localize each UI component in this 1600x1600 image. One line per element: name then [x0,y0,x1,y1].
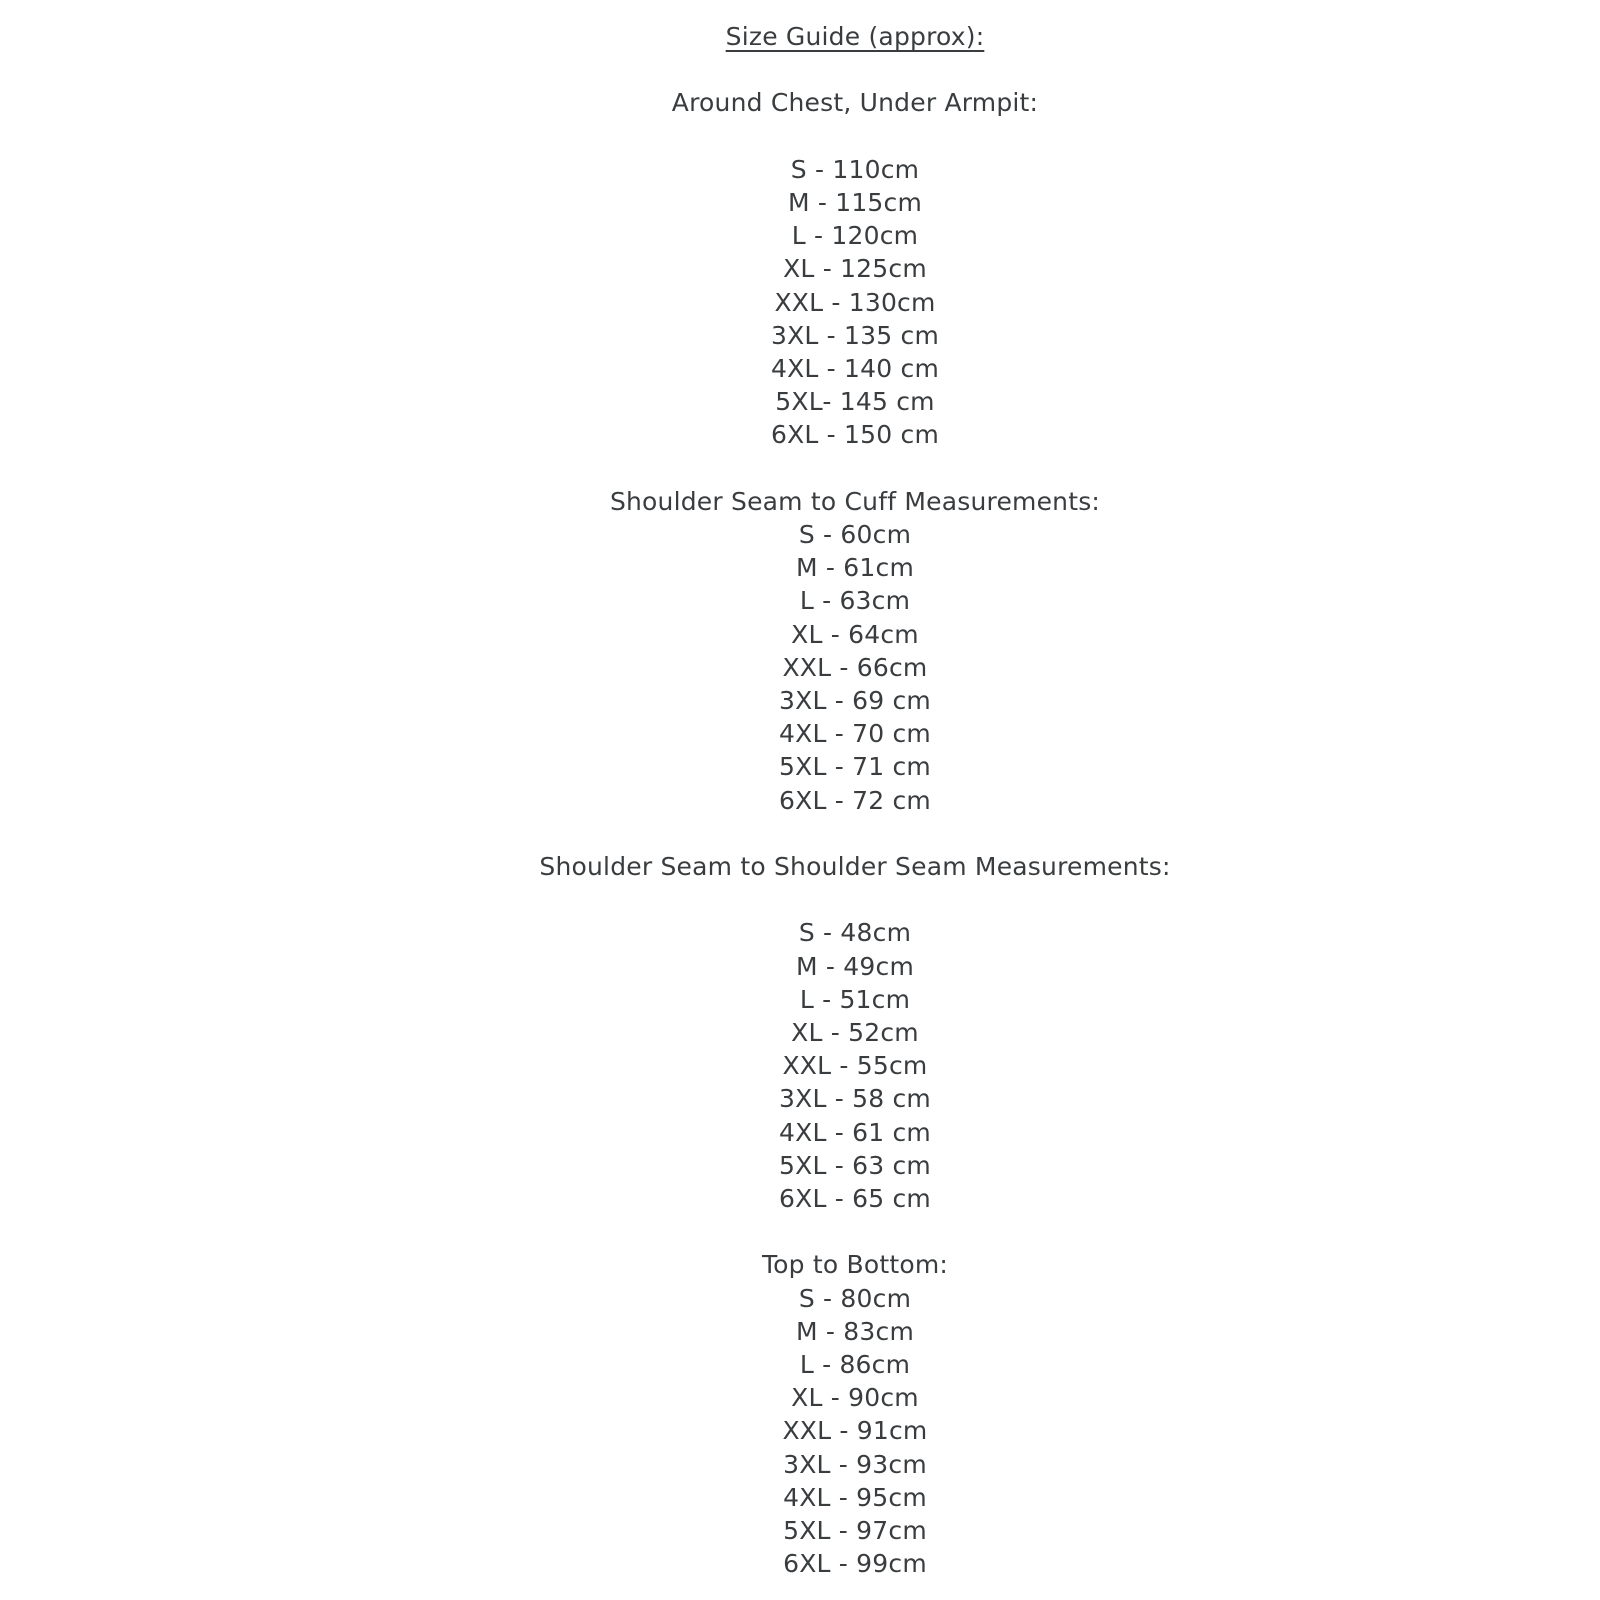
size-row: XL - 125cm [783,254,927,284]
size-row: S - 80cm [798,1283,912,1313]
size-row: 6XL - 99cm [783,1549,927,1579]
size-row: 6XL - 65 cm [779,1184,931,1214]
section-heading-around-chest: Around Chest, Under Armpit: [671,88,1039,118]
size-row: L - 51cm [799,984,911,1014]
size-row: XXL - 55cm [782,1051,928,1081]
size-list-top-to-bottom [110,1282,1600,1581]
size-guide-document [110,0,1600,1580]
size-row: XL - 64cm [791,619,919,649]
section-heading-top-to-bottom: Top to Bottom: [761,1250,949,1280]
size-row: 5XL - 97cm [783,1516,927,1546]
size-row: 3XL - 135 cm [770,320,940,350]
size-row: M - 61cm [796,553,914,583]
size-row: L - 86cm [799,1350,911,1380]
size-row: M - 83cm [796,1316,914,1346]
size-row: 4XL - 140 cm [770,354,940,383]
size-row: L - 63cm [799,586,911,616]
size-row: S - 110cm [790,154,920,184]
page-title: Size Guide (approx): [725,22,985,51]
size-row: S - 48cm [798,918,912,948]
size-row: 3XL - 93cm [783,1449,927,1479]
section-top-to-bottom [110,1248,1600,1580]
size-list-around-chest [110,153,1600,452]
section-around-chest [110,86,1600,451]
size-row: XXL - 66cm [782,652,928,682]
size-row: 4XL - 95cm [783,1482,927,1512]
size-list-shoulder-to-cuff [110,518,1600,817]
size-row: 5XL- 145 cm [775,387,935,417]
section-shoulder-to-shoulder [110,850,1600,1215]
size-row: M - 49cm [796,951,914,981]
size-row: XXL - 91cm [782,1416,928,1446]
size-row: 5XL - 63 cm [779,1150,931,1180]
section-heading-shoulder-to-shoulder: Shoulder Seam to Shoulder Seam Measurements: [539,852,1171,882]
size-row: 3XL - 69 cm [779,686,931,716]
size-row: 6XL - 72 cm [779,785,931,815]
size-row: 6XL - 150 cm [770,420,940,450]
size-row: L - 120cm [791,221,919,251]
size-row: 4XL - 70 cm [779,719,931,749]
size-row: XL - 52cm [791,1018,919,1048]
size-row: XXL - 130cm [774,287,936,317]
size-row: XL - 90cm [791,1383,919,1413]
size-row: 5XL - 71 cm [779,752,931,782]
size-row: 3XL - 58 cm [779,1084,931,1114]
size-list-shoulder-to-shoulder [110,916,1600,1215]
size-row: S - 60cm [798,520,912,549]
section-heading-shoulder-to-cuff: Shoulder Seam to Cuff Measurements: [609,486,1101,516]
size-row: 4XL - 61 cm [779,1117,931,1147]
section-shoulder-to-cuff [110,485,1600,817]
size-row: M - 115cm [787,187,923,217]
